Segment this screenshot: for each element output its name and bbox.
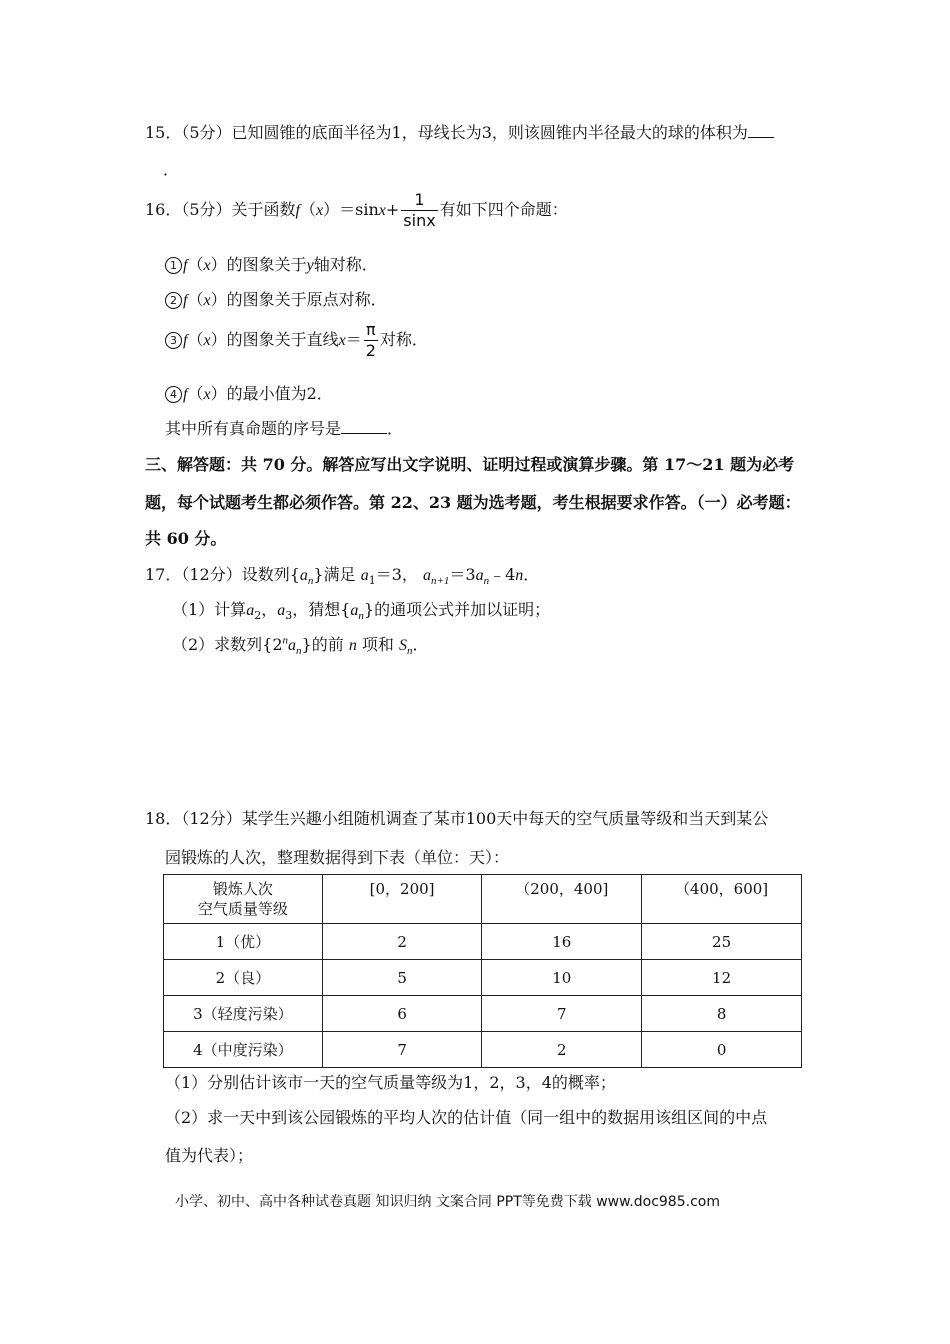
table-row (164, 960, 802, 996)
row-label: 1（优） (164, 924, 323, 960)
q16-item-2: 2 f（x）的图象关于原点对称． (165, 287, 387, 310)
section3-line2: 题，每个试题考生都必须作答。第 22、23 题为选考题，考生根据要求作答。（一）必考题： (145, 493, 801, 512)
air-quality-table (163, 874, 802, 1068)
circled-number-4: 4 (165, 386, 182, 403)
table-cell: 0 (642, 1032, 802, 1068)
table-cell: 2 (482, 1032, 642, 1068)
row-label: 3（轻度污染） (164, 996, 323, 1032)
q16-intro: 16．（5分）关于函数f（x）＝sinx+ $\frac{1}{\sin x}$ 有如下四个命题： (145, 190, 568, 230)
table-cell: 25 (642, 924, 802, 960)
q16-conclusion: 其中所有真命题的序号是 ． (165, 419, 404, 438)
table-row (164, 1032, 802, 1068)
row-label: 2（良） (164, 960, 323, 996)
column-header: （200，400] (482, 875, 642, 924)
q18-part2-line1: （2）求一天中到该公园锻炼的平均人次的估计值（同一组中的数据用该组区间的中点 (165, 1108, 768, 1127)
table-cell: 12 (642, 960, 802, 996)
q18-part2-line2: 值为代表）； (165, 1146, 254, 1165)
section3-line1: 三、解答题：共 70 分。解答应写出文字说明、证明过程或演算步骤。第 17～21 题为必考 (145, 455, 795, 474)
fraction-pi-over-2: $\frac{\pi}{2}$ (365, 320, 376, 360)
row-label: 4（中度污染） (164, 1032, 323, 1068)
q18-line2: 园锻炼的人次，整理数据得到下表（单位：天）： (165, 848, 510, 867)
q18-line1: 18．（12分）某学生兴趣小组随机调查了某市100天中每天的空气质量等级和当天到某公 (145, 809, 769, 828)
table-header-row (164, 875, 802, 924)
q18-part1: （1）分别估计该市一天的空气质量等级为1，2，3，4的概率； (165, 1073, 616, 1092)
circled-number-3: 3 (165, 332, 182, 349)
table-cell: 10 (482, 960, 642, 996)
table-row (164, 996, 802, 1032)
table-cell: 5 (322, 960, 482, 996)
answer-blank (341, 419, 387, 434)
circled-number-2: 2 (165, 292, 182, 309)
table-corner-cell: 锻炼人次 空气质量等级 (164, 875, 323, 924)
footer-text: 小学、初中、高中各种试卷真题 知识归纳 文案合同 PPT等免费下载 www.doc985.com (175, 1194, 720, 1210)
q16-item-3: 3 f（x）的图象关于直线x＝ $\frac{\pi}{2}$ 对称． (165, 322, 428, 359)
q16-item-1: 1 f（x）的图象关于y轴对称． (165, 252, 378, 275)
table-cell: 6 (322, 996, 482, 1032)
q17-part1: （1）计算$a_2$，$a_3$，猜想$\{a_n\}$的通项公式并加以证明； (172, 600, 551, 623)
q17-stem: 17．（12分）设数列$\{a_n\}$满足 $a_1=3$， $a_{n+1}=3a_n﹣4n$． (145, 565, 540, 588)
table-cell: 7 (322, 1032, 482, 1068)
answer-blank (748, 123, 774, 138)
q16-item-4: 4 f（x）的最小值为2． (165, 381, 333, 404)
column-header: [0，200] (322, 875, 482, 924)
table-row (164, 924, 802, 960)
table-cell: 2 (322, 924, 482, 960)
column-header: （400，600] (642, 875, 802, 924)
q15-line2: ． (163, 160, 180, 179)
table-cell: 7 (482, 996, 642, 1032)
circled-number-1: 1 (165, 257, 182, 274)
section3-line3: 共 60 分。 (145, 529, 227, 548)
q15-line1: 15．（5分）已知圆锥的底面半径为1，母线长为3，则该圆锥内半径最大的球的体积为 (145, 120, 774, 143)
fraction-1-over-sinx: $\frac{1}{\sin x}$ (403, 190, 436, 230)
q17-part2: （2）求数列$\{2^na_n\}$的前 n 项和 $S_n$． (172, 634, 429, 658)
table-cell: 16 (482, 924, 642, 960)
table-cell: 8 (642, 996, 802, 1032)
